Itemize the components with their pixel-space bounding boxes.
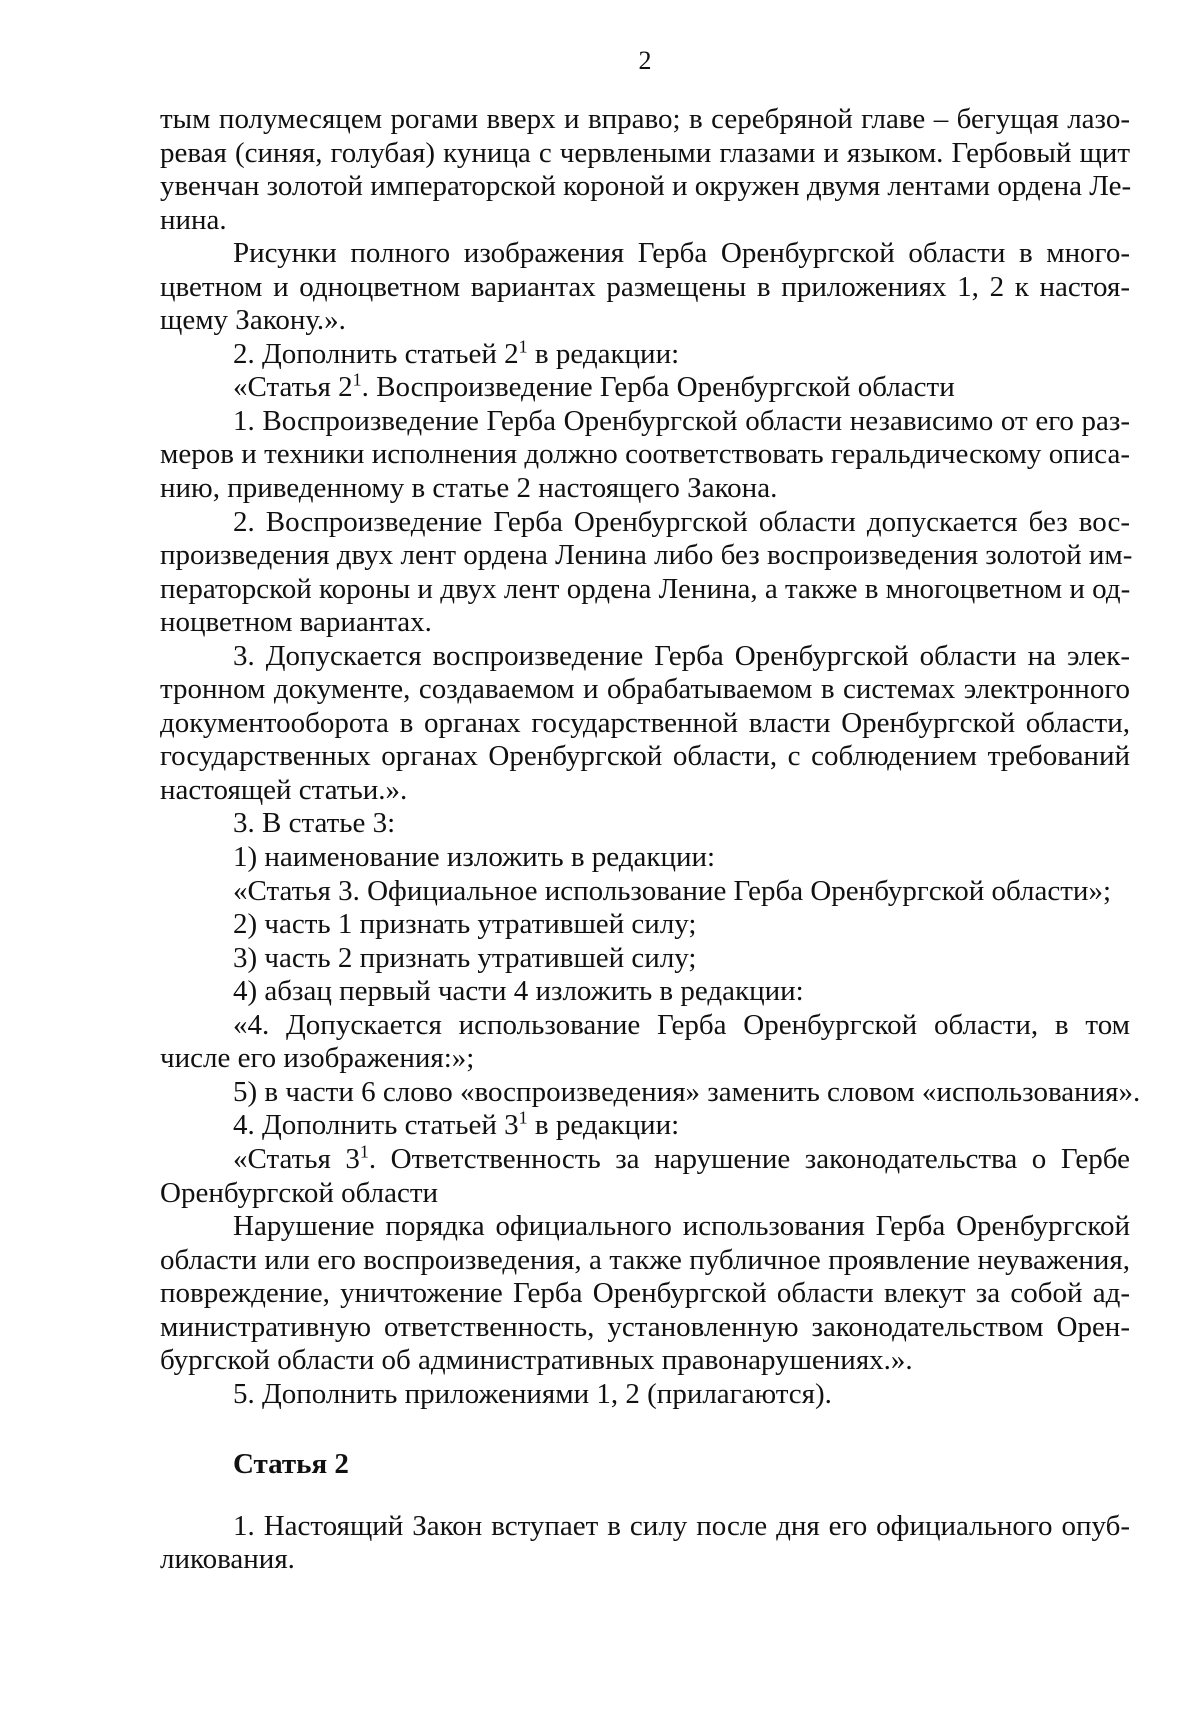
text-line-content: щему Закону.». <box>160 304 346 337</box>
text-line <box>160 1042 1130 1076</box>
text-line-content: 2) часть 1 признать утратившей силу; <box>233 908 697 941</box>
text-line-content: 3. В статье 3: <box>233 807 396 840</box>
text-line <box>160 1510 1130 1544</box>
text-line-content: повреждение, уничтожение Герба Оренбургской области влекут за собой ад- <box>160 1277 1130 1310</box>
text-line <box>160 740 1130 774</box>
superscript: 1 <box>518 1107 528 1128</box>
text-line <box>160 304 1130 338</box>
text-line <box>160 506 1130 540</box>
text-line <box>160 908 1130 942</box>
text-line <box>160 1009 1130 1043</box>
text-line-content: документооборота в органах государственной власти Оренбургской области, <box>160 706 1130 739</box>
text-line <box>160 539 1133 573</box>
text-line-content: «Статья 2 <box>233 371 353 404</box>
text-line-content: ревая (синяя, голубая) куница с червлеными глазами и языком. Гербовый щит <box>160 136 1130 169</box>
text-line-content: Статья 2 <box>233 1448 349 1481</box>
text-line-content: 3) часть 2 признать утратившей силу; <box>233 941 697 974</box>
text-line <box>160 606 1130 640</box>
text-line <box>160 1210 1130 1244</box>
text-line <box>160 573 1130 607</box>
text-line-content: 1) наименование изложить в редакции: <box>233 841 716 874</box>
text-line <box>160 103 1130 137</box>
text-line <box>160 841 1130 875</box>
text-line <box>160 807 1130 841</box>
text-line-content: 5. Дополнить приложениями 1, 2 (прилагаются). <box>233 1377 832 1410</box>
text-line <box>160 1244 1130 1278</box>
superscript: 1 <box>518 336 528 357</box>
superscript: 1 <box>359 1141 369 1162</box>
text-line-content: 1. Воспроизведение Герба Оренбургской области независимо от его раз- <box>233 404 1130 437</box>
text-line-content: 1. Настоящий Закон вступает в силу после дня его официального опуб- <box>233 1509 1130 1542</box>
text-line-content: настоящей статьи.». <box>160 773 408 806</box>
text-line-content: 4. Дополнить статьей 3 <box>233 1109 519 1142</box>
text-line-tail: . Воспроизведение Герба Оренбургской области <box>361 371 955 404</box>
text-line-content: 2. Воспроизведение Герба Оренбургской области допускается без вос- <box>233 505 1130 538</box>
text-line <box>160 942 1130 976</box>
text-line-tail: в редакции: <box>527 1109 680 1142</box>
text-line-content: произведения двух лент ордена Ленина либо без воспроизведения золотой им- <box>160 539 1133 572</box>
superscript: 1 <box>352 369 362 390</box>
text-line <box>160 640 1130 674</box>
text-line-content: 2. Дополнить статьей 2 <box>233 337 519 370</box>
text-line <box>160 1109 1130 1143</box>
text-line-content: числе его изображения:»; <box>160 1042 475 1075</box>
text-line <box>160 975 1130 1009</box>
text-line <box>160 1075 1141 1110</box>
text-line <box>160 271 1130 305</box>
text-line-content: тым полумесяцем рогами вверх и вправо; в серебряной главе – бегущая лазо- <box>160 103 1130 135</box>
text-line-content: Рисунки полного изображения Герба Оренбургской области в много- <box>233 237 1130 270</box>
text-line-content: 5) в части 6 слово «воспроизведения» заменить словом «использования». <box>233 1075 1141 1108</box>
text-line-content: нию, приведенному в статье 2 настоящего Закона. <box>160 472 778 505</box>
text-line-content: 4) абзац первый части 4 изложить в редакции: <box>233 975 804 1008</box>
text-line <box>160 1378 1130 1412</box>
text-line <box>160 774 1130 808</box>
text-line-content: «Статья 3. Официальное использование Герба Оренбургской области»; <box>233 874 1112 907</box>
text-line <box>160 673 1130 707</box>
text-line-content: цветном и одноцветном вариантах размещены в приложениях 1, 2 к настоя- <box>160 270 1130 303</box>
text-line-content: нина. <box>160 203 227 236</box>
text-line-content: «Статья 3 <box>233 1142 360 1175</box>
text-line <box>160 204 1130 238</box>
text-line <box>160 1311 1130 1345</box>
text-line-content: Нарушение порядка официального использования Герба Оренбургской <box>233 1210 1130 1243</box>
text-line-content: области или его воспроизведения, а также публичное проявление неуважения, <box>160 1243 1130 1276</box>
page-number: 2 <box>638 46 652 75</box>
text-line-content: тронном документе, создаваемом и обрабатываемом в системах электронного <box>160 673 1130 706</box>
text-line <box>160 1543 1130 1577</box>
text-line <box>160 338 1130 372</box>
text-line-tail: в редакции: <box>527 337 680 370</box>
document-body <box>160 103 1141 1577</box>
text-line-content: бургской области об административных правонарушениях.». <box>160 1344 913 1377</box>
article-heading <box>160 1448 1130 1482</box>
text-line-content: ноцветном вариантах. <box>160 606 432 639</box>
text-line-content: увенчан золотой императорской короной и окружен двумя лентами ордена Ле- <box>160 170 1132 203</box>
text-line-tail: . Ответственность за нарушение законодательства о Гербе <box>368 1142 1130 1175</box>
text-line <box>160 1277 1130 1311</box>
text-line <box>160 237 1130 271</box>
text-line-content: государственных органах Оренбургской области, с соблюдением требований <box>160 740 1130 773</box>
text-line <box>160 405 1130 439</box>
text-line-content: ликования. <box>160 1543 295 1576</box>
text-line-content: «4. Допускается использование Герба Оренбургской области, в том <box>233 1008 1130 1041</box>
text-line-content: ператорской короны и двух лент ордена Ленина, а также в многоцветном и од- <box>160 572 1131 605</box>
text-line <box>160 1344 1130 1378</box>
text-line <box>160 707 1130 741</box>
text-line-content: меров и техники исполнения должно соответствовать геральдическому описа- <box>160 438 1130 471</box>
text-line <box>160 170 1130 204</box>
text-line-content: 3. Допускается воспроизведение Герба Оренбургской области на элек- <box>233 639 1130 672</box>
text-line <box>160 371 1130 405</box>
text-line <box>160 875 1130 909</box>
text-line-content: Оренбургской области <box>160 1176 439 1209</box>
text-line-content: министративную ответственность, установленную законодательством Орен- <box>160 1310 1130 1343</box>
text-line <box>160 137 1130 171</box>
text-line <box>160 1177 1130 1211</box>
text-line <box>160 438 1130 472</box>
text-line <box>160 1143 1130 1177</box>
text-line <box>160 472 1130 506</box>
